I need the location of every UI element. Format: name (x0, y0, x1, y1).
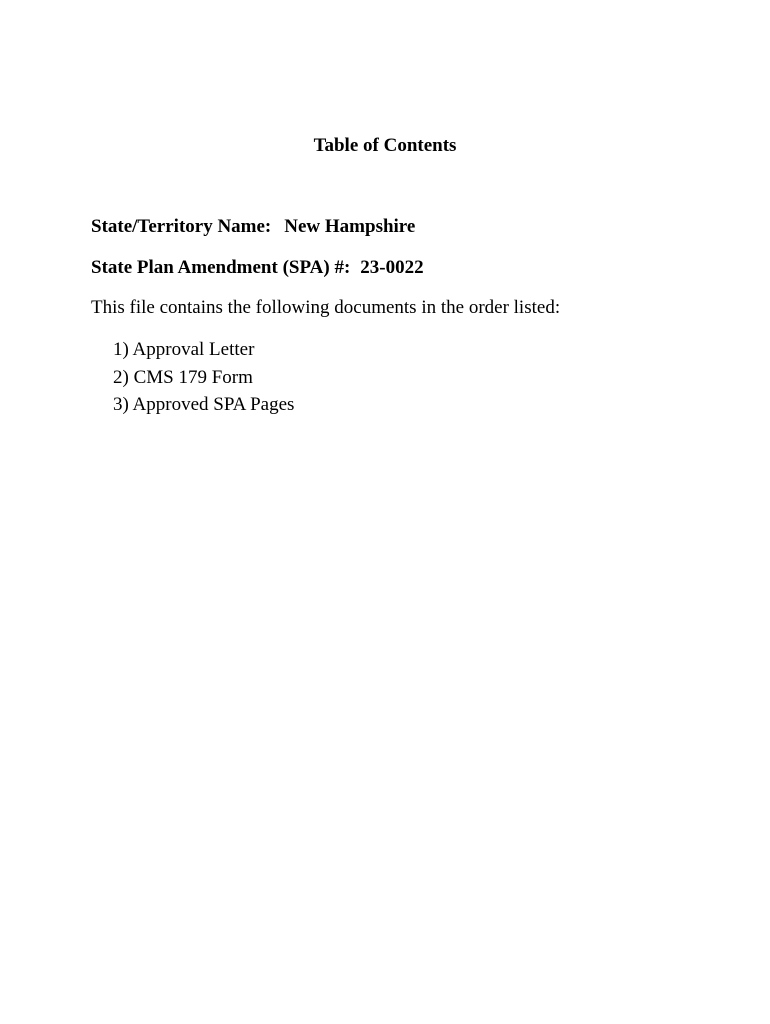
spa-number-line (91, 256, 424, 280)
state-territory-value: New Hampshire (284, 216, 416, 237)
state-territory-label: State/Territory Name: (91, 216, 272, 237)
page-title: Table of Contents (313, 135, 457, 156)
intro-text: This file contains the following documents in the order listed: (91, 297, 561, 318)
document-list (113, 336, 294, 419)
state-territory-line (91, 215, 415, 239)
spa-number-value: 23-0022 (360, 257, 424, 278)
list-item-approval-letter: 1) Approval Letter (113, 339, 255, 360)
list-item-cms-179-form: 2) CMS 179 Form (113, 366, 253, 388)
list-item-approved-spa-pages: 3) Approved SPA Pages (113, 394, 295, 415)
spa-number-label: State Plan Amendment (SPA) #: (91, 257, 351, 278)
